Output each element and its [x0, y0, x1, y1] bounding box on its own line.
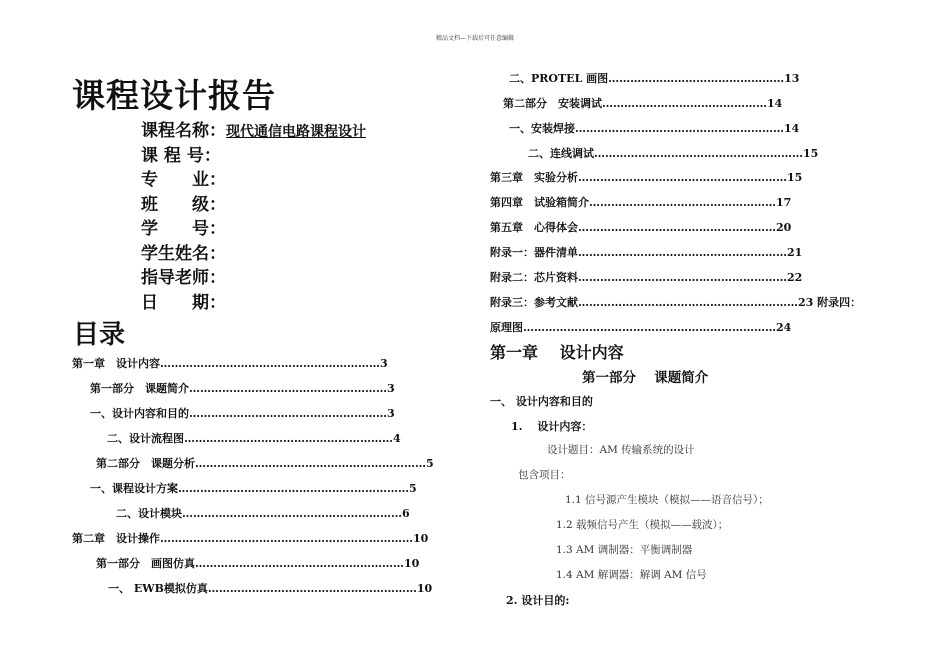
page-header: 精品文档---下载后可任意编辑 [435, 35, 515, 42]
toc-entry[interactable]: 二、PROTEL 画图…………………………………………13 [509, 72, 800, 85]
toc-entry[interactable]: 一、安装焊接…………………………………………………14 [509, 122, 800, 135]
subsection-heading: 2. 设计目的: [506, 594, 570, 607]
toc-entry[interactable]: 第五章 心得体会………………………………………………20 [490, 221, 792, 234]
toc-entry[interactable]: 二、设计模块……………………………………………………6 [116, 507, 410, 520]
includes-label: 包含项目： [518, 469, 571, 481]
info-row-major: 专 业： [141, 170, 226, 190]
section-heading: 一、 设计内容和目的 [490, 395, 593, 408]
design-title-text: 设计题目：AM 传输系统的设计 [547, 444, 695, 456]
part-heading: 第一部分 课题简介 [582, 370, 709, 386]
item-1-2: 1.2 载频信号产生（模拟——载波）； [556, 519, 729, 531]
toc-entry[interactable]: 第一章 设计内容……………………………………………………3 [72, 357, 388, 370]
toc-entry[interactable]: 第一部分 画图仿真…………………………………………………10 [96, 557, 420, 570]
toc-entry[interactable]: 第二章 设计操作……………………………………………………………10 [72, 532, 429, 545]
toc-entry[interactable]: 第三章 实验分析…………………………………………………15 [490, 171, 803, 184]
toc-entry[interactable]: 二、设计流程图…………………………………………………4 [107, 432, 401, 445]
item-1-4: 1.4 AM 解调器：解调 AM 信号 [556, 569, 707, 581]
toc-entry[interactable]: 第四章 试验箱简介……………………………………………17 [490, 196, 792, 209]
toc-entry[interactable]: 第二部分 课题分析………………………………………………………5 [96, 457, 434, 470]
toc-entry[interactable]: 一、课程设计方案………………………………………………………5 [90, 482, 417, 495]
info-row-advisor: 指导老师： [141, 268, 226, 288]
chapter-heading: 第一章 设计内容 [490, 343, 624, 362]
toc-title: 目录 [73, 320, 126, 350]
info-row-course-no: 课 程 号： [141, 146, 221, 166]
toc-entry[interactable]: 附录一：器件清单…………………………………………………21 [490, 246, 803, 259]
info-row-course-name: 课程名称：现代通信电路课程设计 [141, 121, 366, 141]
report-title: 课程设计报告 [72, 76, 276, 115]
toc-entry[interactable]: 一、 EWB模拟仿真…………………………………………………10 [108, 582, 433, 595]
info-row-class: 班 级： [141, 195, 226, 215]
toc-entry[interactable]: 第二部分 安装调试………………………………………14 [503, 97, 783, 110]
toc-entry[interactable]: 附录三：参考文献……………………………………………………23 附录四： [490, 296, 862, 309]
info-row-student-name: 学生姓名： [141, 244, 226, 264]
toc-entry[interactable]: 二、连线调试…………………………………………………15 [528, 147, 819, 160]
toc-entry[interactable]: 附录二：芯片资料…………………………………………………22 [490, 271, 803, 284]
course-name-value: 现代通信电路课程设计 [226, 124, 366, 140]
info-row-date: 日 期： [141, 293, 226, 313]
toc-entry[interactable]: 原理图……………………………………………………………24 [490, 321, 792, 334]
subsection-heading: 1. 设计内容： [511, 420, 593, 433]
item-1-1: 1.1 信号源产生模块（模拟——语音信号）； [565, 494, 769, 506]
toc-entry[interactable]: 第一部分 课题简介………………………………………………3 [90, 382, 395, 395]
item-1-3: 1.3 AM 调制器：平衡调制器 [556, 544, 693, 556]
toc-entry[interactable]: 一、设计内容和目的………………………………………………3 [90, 407, 395, 420]
info-row-student-id: 学 号： [141, 219, 226, 239]
